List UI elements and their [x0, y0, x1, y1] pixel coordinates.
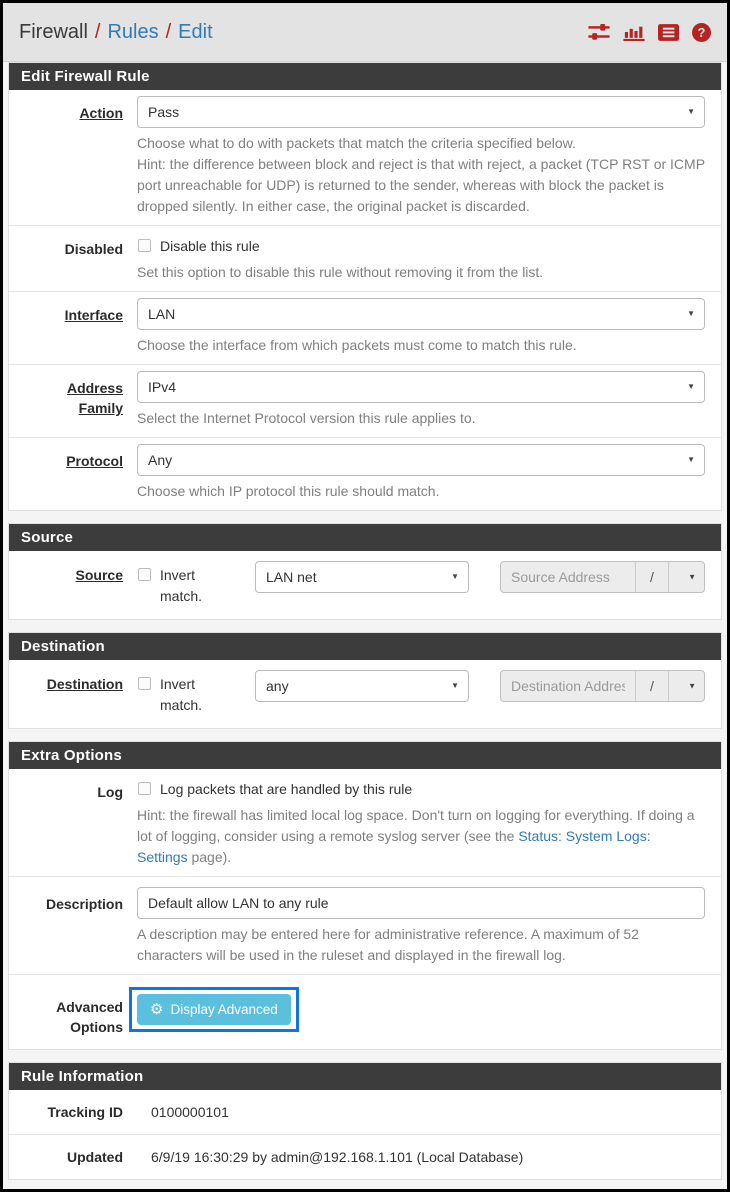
advanced-options-label: Advanced Options — [56, 999, 123, 1035]
action-label: Action — [79, 105, 123, 121]
advanced-options-row — [9, 974, 721, 1049]
panel-title: Source — [9, 524, 721, 551]
interface-help: Choose the interface from which packets must come to match this rule. — [137, 337, 577, 353]
tracking-id-label: Tracking ID — [47, 1104, 123, 1120]
updated-value: 6/9/19 16:30:29 by admin@192.168.1.101 (Local Database) — [151, 1149, 524, 1165]
extra-options-panel — [8, 741, 722, 1050]
source-invert-label: Invert match. — [160, 567, 203, 604]
action-row — [9, 90, 721, 225]
chevron-down-icon: ▼ — [451, 572, 459, 581]
source-address-input — [501, 562, 635, 592]
description-row — [9, 876, 721, 974]
destination-type-select[interactable] — [255, 670, 469, 702]
breadcrumb-rules[interactable]: Rules — [107, 20, 159, 43]
log-packets-checkbox-label: Log packets that are handled by this rule — [160, 781, 413, 797]
chevron-down-icon: ▼ — [687, 382, 695, 391]
interface-select-value: LAN — [148, 306, 176, 322]
interface-select[interactable] — [137, 298, 705, 330]
rule-information-panel — [8, 1062, 722, 1180]
address-family-select[interactable] — [137, 371, 705, 403]
destination-invert-checkbox[interactable] — [138, 677, 151, 690]
protocol-help: Choose which IP protocol this rule should match. — [137, 483, 440, 499]
action-select-value: Pass — [148, 104, 180, 120]
display-advanced-button[interactable] — [137, 994, 291, 1025]
click-highlight-box — [129, 987, 299, 1032]
chevron-down-icon: ▼ — [688, 681, 696, 691]
description-help: A description may be entered here for administrative reference. A maximum of 52 characters will be used in the ruleset and displayed in the firewall log. — [137, 926, 639, 963]
source-label: Source — [75, 567, 123, 583]
protocol-select[interactable] — [137, 444, 705, 476]
panel-title: Rule Information — [9, 1063, 721, 1090]
destination-label: Destination — [46, 676, 123, 692]
protocol-label: Protocol — [66, 453, 123, 469]
address-family-select-value: IPv4 — [148, 379, 177, 395]
destination-panel — [8, 632, 722, 729]
protocol-row — [9, 437, 721, 510]
chevron-down-icon: ▼ — [688, 572, 696, 582]
sliders-icon[interactable] — [588, 23, 610, 41]
tracking-id-row — [9, 1090, 721, 1134]
breadcrumb — [19, 21, 213, 44]
updated-label: Updated — [67, 1149, 123, 1165]
address-family-help: Select the Internet Protocol version this rule applies to. — [137, 410, 476, 426]
destination-address-group — [500, 670, 705, 702]
chevron-down-icon: ▼ — [451, 681, 459, 690]
breadcrumb-separator: / — [165, 20, 172, 43]
log-row — [9, 769, 721, 876]
panel-title: Extra Options — [9, 742, 721, 769]
destination-row — [9, 660, 721, 728]
interface-row — [9, 291, 721, 364]
source-address-group — [500, 561, 705, 593]
disabled-row — [9, 225, 721, 291]
destination-mask-select — [668, 671, 704, 701]
source-mask-select — [668, 562, 704, 592]
log-label: Log — [97, 784, 123, 800]
address-family-row — [9, 364, 721, 437]
bar-chart-icon[interactable] — [623, 23, 645, 41]
action-hint: Hint: the difference between block and reject is that with reject, a packet (TCP RST or ICMP port unreachable for UDP) is returned to the sender, whereas with block the packet is dropped silently. In either case, the original packet is discarded. — [137, 156, 705, 214]
gear-icon: ⚙ — [150, 1000, 164, 1018]
header-action-icons — [588, 23, 711, 42]
notices-list-icon[interactable] — [658, 24, 679, 41]
source-mask-separator: / — [635, 562, 668, 592]
breadcrumb-separator: / — [94, 20, 101, 43]
destination-address-input — [501, 671, 635, 701]
log-packets-checkbox[interactable] — [138, 782, 151, 795]
breadcrumb-firewall[interactable]: Firewall — [19, 20, 88, 43]
destination-type-value: any — [266, 678, 289, 694]
edit-firewall-rule-panel — [8, 62, 722, 511]
breadcrumb-edit[interactable]: Edit — [178, 20, 213, 43]
source-type-select[interactable] — [255, 561, 469, 593]
source-type-value: LAN net — [266, 569, 317, 585]
destination-mask-separator: / — [635, 671, 668, 701]
log-help: Hint: the firewall has limited local log space. Don't turn on logging for everything. If doing a lot of logging, consider using a remote syslog server (see the Status: System Logs: Settings page). — [137, 807, 695, 865]
disable-rule-checkbox[interactable] — [138, 239, 151, 252]
disabled-help: Set this option to disable this rule without removing it from the list. — [137, 264, 544, 280]
chevron-down-icon: ▼ — [687, 107, 695, 116]
system-logs-settings-link[interactable]: Status: System Logs: Settings — [137, 828, 651, 865]
protocol-select-value: Any — [148, 452, 173, 468]
description-input[interactable] — [137, 887, 705, 919]
source-panel — [8, 523, 722, 620]
address-family-label: Address Family — [66, 380, 123, 416]
display-advanced-button-label: Display Advanced — [170, 1002, 278, 1017]
panel-title: Edit Firewall Rule — [9, 63, 721, 90]
action-help: Choose what to do with packets that match the criteria specified below. — [137, 135, 576, 151]
tracking-id-value: 0100000101 — [151, 1104, 229, 1120]
panel-title: Destination — [9, 633, 721, 660]
updated-row — [9, 1134, 721, 1179]
interface-label: Interface — [64, 307, 123, 323]
description-label: Description — [45, 896, 123, 912]
breadcrumb-bar — [3, 3, 727, 62]
source-row — [9, 551, 721, 619]
destination-invert-label: Invert match. — [160, 676, 203, 713]
disabled-label: Disabled — [64, 241, 123, 257]
chevron-down-icon: ▼ — [687, 309, 695, 318]
action-select[interactable] — [137, 96, 705, 128]
chevron-down-icon: ▼ — [687, 455, 695, 464]
source-invert-checkbox[interactable] — [138, 568, 151, 581]
help-icon[interactable] — [692, 23, 711, 42]
disable-rule-checkbox-label: Disable this rule — [160, 238, 260, 254]
svg-text:?: ? — [697, 25, 706, 40]
